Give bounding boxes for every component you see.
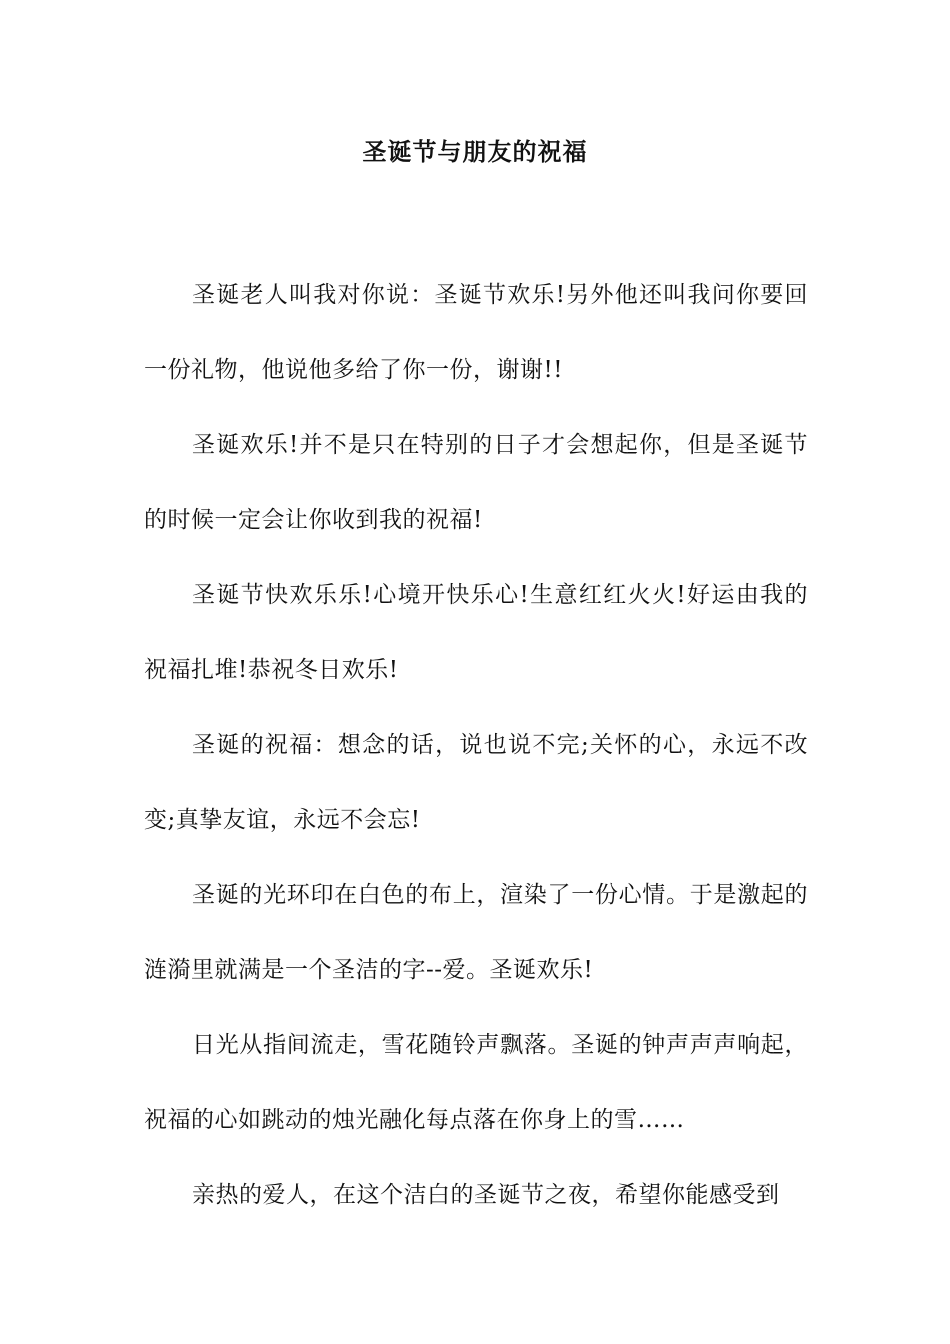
paragraph: 圣诞的光环印在白色的布上，渲染了一份心情。于是激起的涟漪里就满是一个圣洁的字--爱。圣诞欢乐!: [144, 882, 808, 983]
paragraph: 亲热的爱人，在这个洁白的圣诞节之夜，希望你能感受到: [192, 1182, 780, 1208]
paragraph: 圣诞节快欢乐乐!心境开快乐心!生意红红火火!好运由我的祝福扎堆!恭祝冬日欢乐!: [144, 582, 808, 683]
document-title: 圣诞节与朋友的祝福: [362, 137, 588, 166]
paragraph: 圣诞欢乐!并不是只在特别的日子才会想起你，但是圣诞节的时候一定会让你收到我的祝福!: [144, 432, 808, 533]
document-body: [144, 258, 808, 1233]
paragraph: 圣诞老人叫我对你说：圣诞节欢乐!另外他还叫我问你要回一份礼物，他说他多给了你一份，谢谢!!: [144, 282, 808, 383]
paragraph: 圣诞的祝福：想念的话，说也说不完;关怀的心，永远不改变;真挚友谊，永远不会忘!: [144, 732, 808, 833]
paragraph: 日光从指间流走，雪花随铃声飘落。圣诞的钟声声声响起，祝福的心如跳动的烛光融化每点落在你身上的雪……: [144, 1032, 808, 1133]
